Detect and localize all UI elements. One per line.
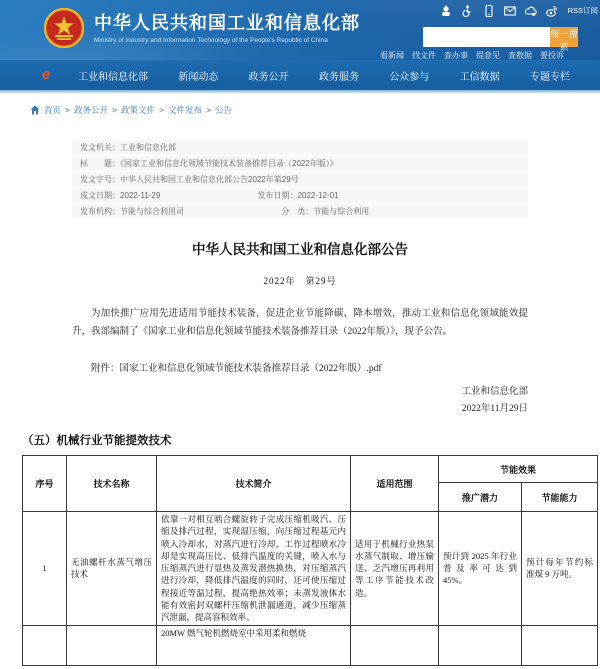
meta-row-title — [72, 157, 528, 170]
meta-value: 节能与综合利用 — [313, 207, 370, 216]
meta-row-doc-number — [72, 173, 528, 186]
meta-label: 发布机构： — [80, 207, 120, 216]
cell-scope: 适用于机械行业热泵水蒸气制取、增压输送、乏汽增压再利用等工序节能技术改造。 — [351, 512, 439, 626]
col-header-scope: 适用范围 — [351, 456, 439, 512]
announcement-title: 中华人民共和国工业和信息化部公告 — [192, 242, 408, 257]
table-row — [23, 625, 598, 665]
breadcrumb-separator: > — [205, 105, 211, 115]
col-header-capability: 节能能力 — [522, 483, 598, 512]
nav-bottom-strip — [0, 90, 600, 93]
breadcrumb-gov-info[interactable]: 政务公开 — [73, 105, 108, 115]
breadcrumb — [30, 104, 232, 116]
meta-label: 发布日期： — [257, 191, 298, 200]
document-meta-panel — [72, 141, 528, 221]
quick-link-feedback[interactable]: 提意见 — [476, 51, 500, 60]
cell-potential: 预计到 2025 年行业普及率可达到 45%。 — [439, 512, 522, 626]
announcement-body: 为加快推广应用先进适用节能技术装备，促进企业节能降碳、降本增效，推动工业和信息化领域能效提升，我部编制了《国家工业和信息化领域节能技术装备推荐目录（2022年版）》，现予公告。 — [72, 309, 528, 337]
meta-label: 发文机关： — [80, 143, 120, 152]
nav-item-gov-info[interactable]: 政务公开 — [248, 71, 289, 83]
home-icon — [30, 105, 40, 115]
nav-item-gov-services[interactable]: 政务服务 — [318, 71, 359, 83]
site-logo-link[interactable] — [44, 8, 360, 48]
cell-tech-intro: 依靠一对相互啮合螺旋转子完成压缩机吸汽、压缩及排汽过程，实现湿压缩，向压缩过程基元内喷入冷却水，对蒸汽进行冷却。工作过程喷水冷却是实现高压比、低排汽温度的关键，喷入水与压缩蒸汽进行显热及蒸发潜热换热，对压缩蒸汽进行冷却，降低排汽温度的同时，还可使压缩过程接近等温过程，提高绝热效率；未蒸发液体水能有效密封双螺杆压缩机泄漏通道，减少压缩蒸汽泄漏，提高容积效率。 — [157, 512, 351, 626]
search-input[interactable] — [423, 27, 550, 47]
attachment-link[interactable]: 国家工业和信息化领域节能技术装备推荐目录（2022年版）.pdf — [119, 364, 382, 374]
signature-date: 2022年11月29日 — [461, 404, 528, 414]
cell-tech-intro: 20MW 燃气轮机燃烧室中采用柔和燃烧 — [157, 625, 351, 665]
nav-item-miit[interactable]: 工业和信息化部 — [78, 71, 148, 83]
col-header-potential: 推广潜力 — [439, 483, 522, 512]
search-button[interactable]: 统一搜索 — [550, 29, 578, 52]
attachment-label: 附件： — [91, 364, 120, 374]
main-nav — [0, 60, 600, 90]
quick-link-files[interactable]: 找文件 — [412, 51, 436, 60]
accessibility-icon[interactable] — [461, 4, 473, 17]
signature-org: 工业和信息化部 — [461, 387, 528, 397]
cell-no: 1 — [23, 512, 67, 626]
meta-pair-right — [258, 189, 339, 202]
cell-tech-name — [67, 625, 157, 665]
meta-label: 分 类： — [281, 207, 314, 216]
table-row — [23, 512, 598, 626]
signature-block — [72, 384, 528, 418]
meta-label: 发文字号： — [80, 175, 120, 184]
meta-value: 中华人民共和国工业和信息化部公告2022年第29号 — [120, 175, 299, 184]
site-subtitle: Ministry of Industry and Information Technology of the People's Republic of China — [94, 36, 328, 44]
quick-link-complaint[interactable]: 要投诉 — [540, 51, 564, 60]
cloud-icon[interactable] — [525, 4, 537, 17]
meta-value: 节能与综合利用司 — [120, 207, 184, 216]
section-heading: （五）机械行业节能提效技术 — [22, 435, 172, 447]
breadcrumb-separator: > — [158, 105, 164, 115]
weibo-icon[interactable] — [546, 4, 558, 17]
meta-row-dates — [72, 189, 528, 202]
col-header-effect-group: 节能效果 — [439, 456, 598, 483]
nav-item-topics[interactable]: 专题专栏 — [529, 71, 570, 83]
quick-link-data[interactable]: 查数据 — [508, 51, 532, 60]
mobile-icon[interactable] — [483, 4, 495, 17]
national-emblem-icon — [44, 8, 84, 48]
nav-item-participation[interactable]: 公众参与 — [389, 71, 430, 83]
col-header-name: 技术名称 — [67, 456, 157, 512]
nav-item-data[interactable]: 工信数据 — [459, 71, 500, 83]
chatbot-icon[interactable] — [440, 4, 452, 17]
meta-value: 《国家工业和信息化领域节能技术装备推荐目录（2022年版）》 — [120, 159, 338, 168]
breadcrumb-home[interactable]: 首页 — [44, 105, 62, 115]
rss-link[interactable]: RSS订阅 — [567, 6, 599, 15]
attachment-line — [72, 360, 528, 374]
meta-row-publisher — [72, 205, 528, 218]
breadcrumb-announcement[interactable]: 公告 — [214, 105, 232, 115]
site-header — [0, 0, 600, 60]
breadcrumb-file-release[interactable]: 文件发布 — [167, 105, 202, 115]
search-bar — [423, 27, 578, 52]
announcement-issue-number: 2022年 第29号 — [263, 276, 337, 286]
site-title: 中华人民共和国工业和信息化部 — [94, 12, 360, 33]
brand-text — [94, 12, 360, 45]
cell-tech-name: 无油螺杆水蒸气增压技术 — [67, 512, 157, 626]
meta-label: 标 题： — [80, 159, 120, 168]
cell-capability: 预计每年节约标准煤 9 万吨。 — [522, 512, 598, 626]
quick-link-services[interactable]: 查办事 — [444, 51, 468, 60]
breadcrumb-policy-files[interactable]: 政策文件 — [120, 105, 155, 115]
mail-icon[interactable] — [504, 4, 516, 17]
miit-mini-logo-icon[interactable]: e — [41, 66, 51, 83]
cell-capability — [522, 625, 598, 665]
breadcrumb-separator: > — [65, 105, 70, 115]
cell-no — [23, 625, 67, 665]
col-header-no: 序号 — [23, 456, 67, 512]
top-icon-bar — [440, 4, 598, 17]
cell-potential — [439, 625, 522, 665]
meta-value: 工业和信息化部 — [120, 143, 176, 152]
nav-items — [54, 68, 600, 83]
meta-row-issuing-org — [72, 141, 528, 154]
col-header-intro: 技术简介 — [157, 456, 351, 512]
meta-label: 成文日期： — [80, 191, 120, 200]
energy-saving-tech-table — [22, 455, 598, 666]
meta-value: 2022-11-29 — [120, 191, 161, 200]
cell-scope — [351, 625, 439, 665]
nav-item-news[interactable]: 新闻动态 — [178, 71, 219, 83]
breadcrumb-separator: > — [112, 105, 117, 115]
meta-pair-right — [281, 205, 369, 218]
quick-link-news[interactable]: 看新闻 — [380, 51, 404, 60]
meta-value: 2022-12-01 — [297, 191, 339, 200]
